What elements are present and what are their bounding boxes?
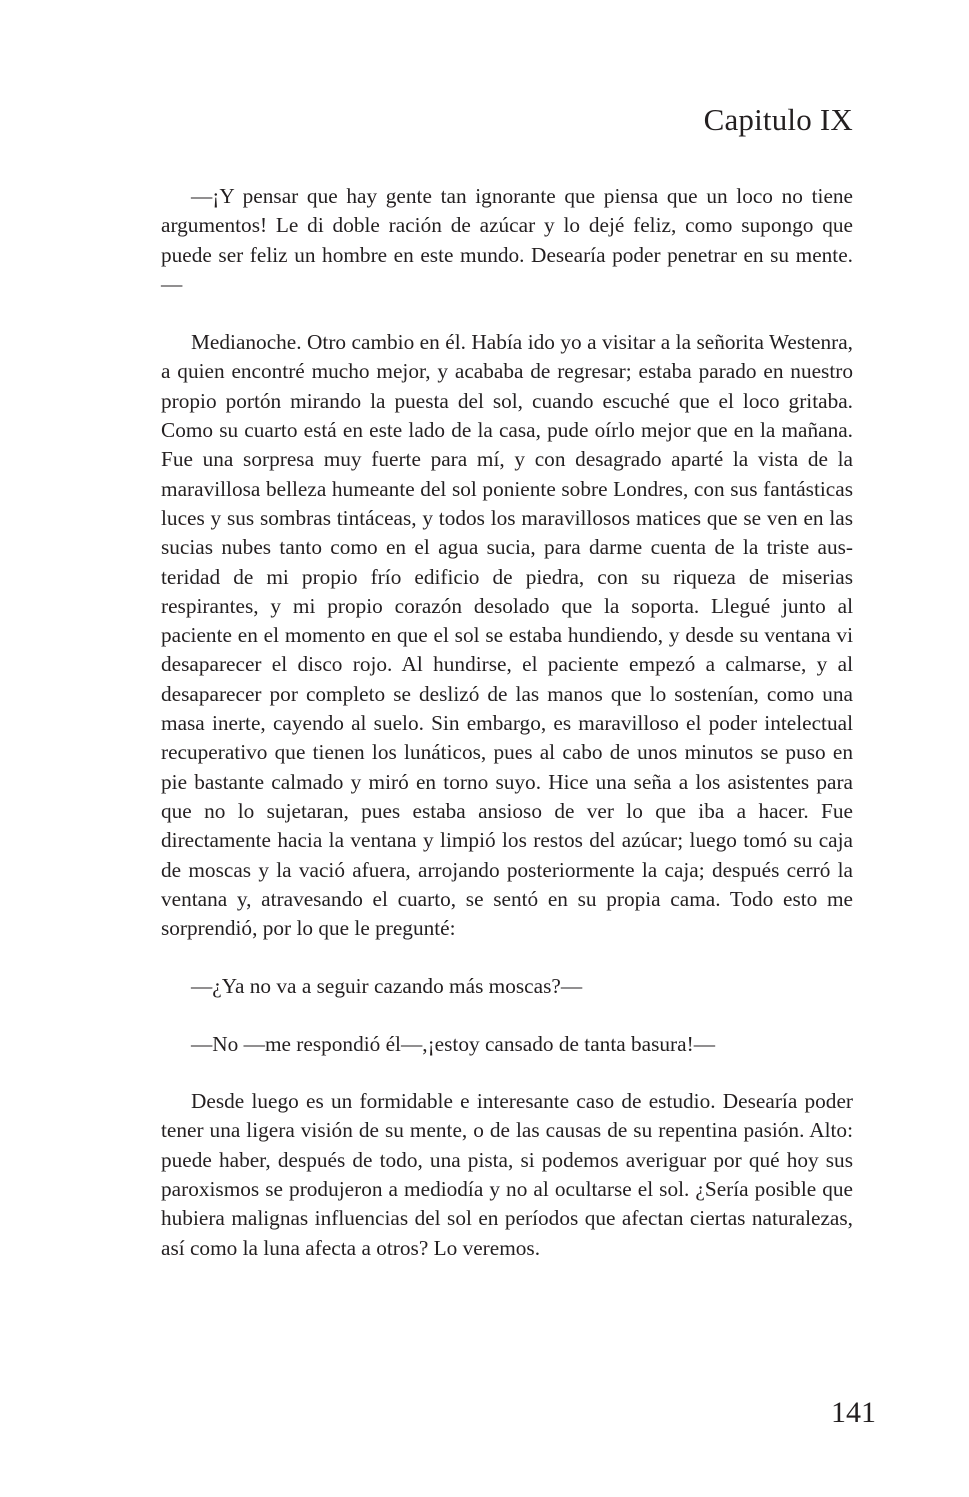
page-number: 141: [831, 1396, 876, 1429]
chapter-title: Capitulo IX: [703, 102, 853, 137]
paragraph: Medianoche. Otro cambio en él. Había ido yo a visitar a la señorita Westenra, a quien encontré mucho mejor, y acababa de regresar; estaba parado en nuestro propio portón mirando la puesta del sol, cuando escuché que el loco gritaba. Como su cuarto está en este lado de la casa, pude oírlo mejor que en la mañana. Fue una sorpresa muy fuerte para mí, y con desagrado aparté la vista de la maravillosa belleza humeante del sol poniente sobre Londres, con sus fantásticas luces y sus sombras tintáceas, y todos los maravillosos matices que se ven en las sucias nubes tanto como en el agua sucia, para darme cuenta de la triste austeridad de mi propio frío edificio de piedra, con su riqueza de miserias respirantes, y mi propio corazón desolado que la soporta. Llegué junto al paciente en el momento en que el sol se estaba hundiendo, y desde su ventana vi desaparecer el disco rojo. Al hundirse, el paciente empezó a calmarse, y al desaparecer por completo se deslizó de las manos que lo sostenían, como una masa inerte, cayendo al suelo. Sin embargo, es maravilloso el poder intelectual recuperativo que tienen los lunáticos, pues al cabo de unos minutos se puso en pie bastante calmado y miró en torno suyo. Hice una seña a los asistentes para que no lo sujetaran, pues estaba ansioso de ver lo que iba a hacer. Fue directamente hacia la ventana y limpió los restos del azúcar; luego tomó su caja de moscas y la vació afuera, arrojando posteriormente la caja; después cerró la ventana y, atravesando el cuarto, se sentó en su propia cama. Todo esto me sorprendió, por lo que le pregunté:: [161, 330, 853, 941]
dialog-line: —¿Ya no va a seguir cazando más moscas?—: [191, 974, 583, 999]
body-text: [161, 182, 853, 1292]
dialog-line: —No —me respondió él—,¡estoy cansado de tanta basura!—: [191, 1031, 715, 1056]
paragraph: Desde luego es un formidable e interesante caso de estudio. Desearía poder tener una ligera visión de su mente, o de las causas de su repentina pasión. Alto: puede haber, después de todo, una pista, si podemos averiguar por qué hoy sus paroxismos se produjeron a mediodía y no al ocultarse el sol. ¿Sería posible que hubiera malignas influencias del sol en períodos que afectan ciertas naturalezas, así como la luna afecta a otros? Lo veremos.: [161, 1089, 853, 1260]
paragraph: —¡Y pensar que hay gente tan ignorante que piensa que un loco no tiene argumentos! Le di doble ración de azúcar y lo dejé feliz, como supongo que puede ser feliz un hombre en este mundo. Desearía poder penetrar en su mente.—: [161, 184, 853, 296]
